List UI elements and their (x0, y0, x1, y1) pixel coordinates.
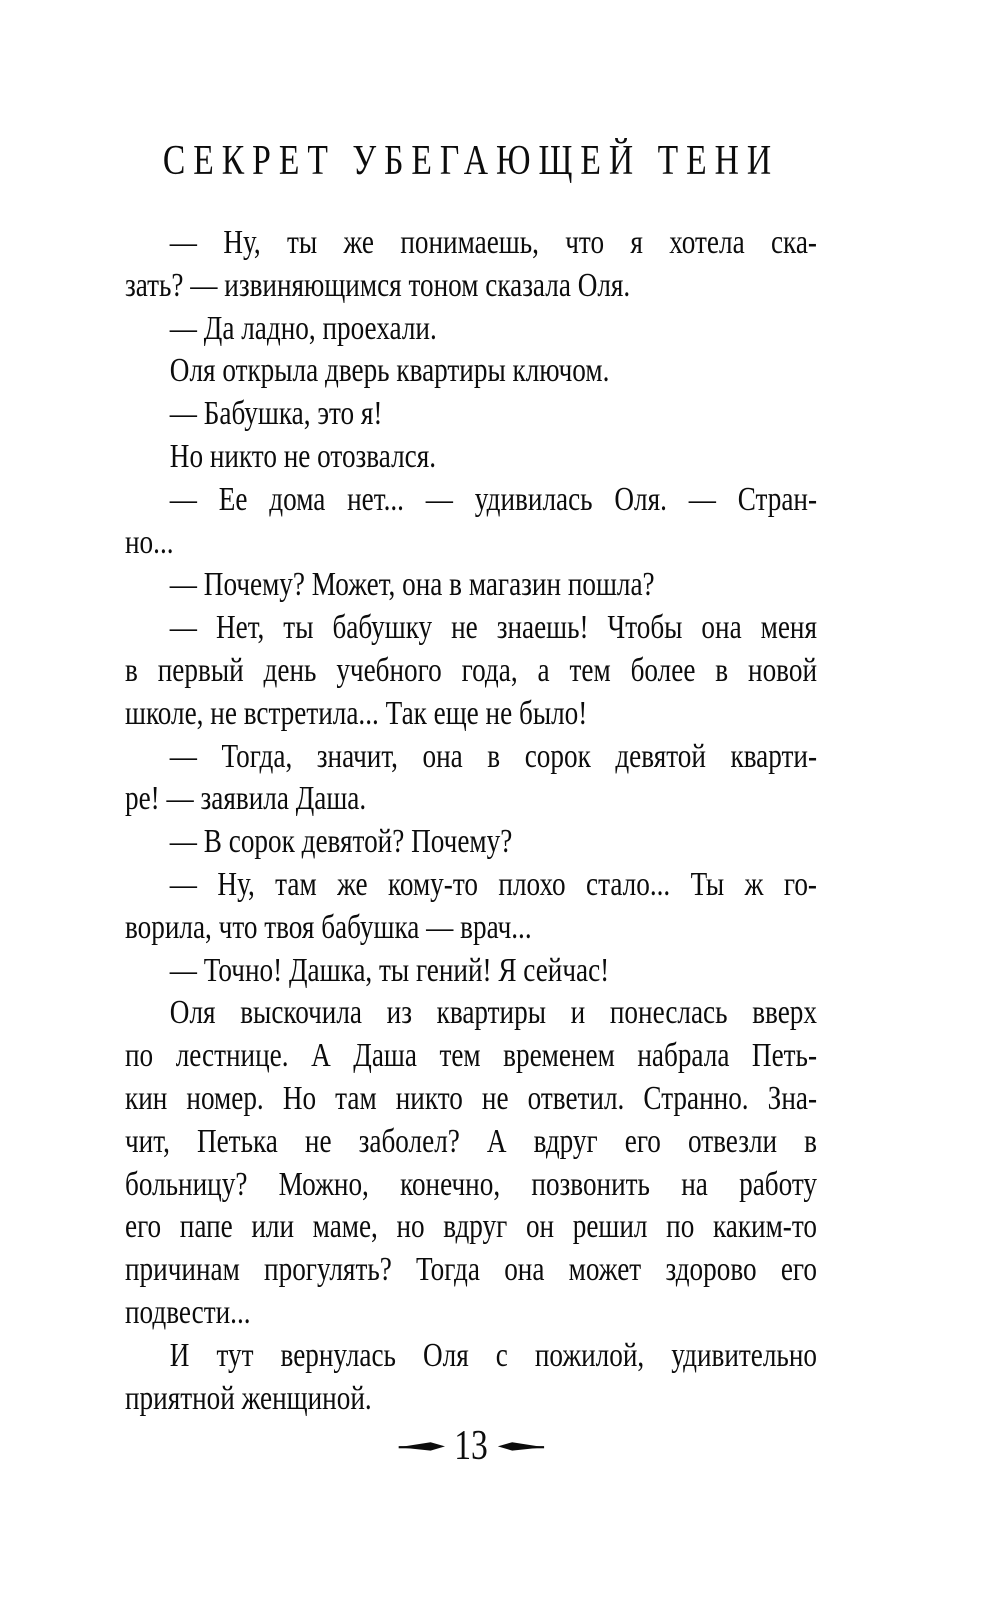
paragraph (125, 821, 817, 864)
page-number: 13 (454, 1423, 488, 1470)
text-line: Оля выскочила из квартиры и понеслась вверх (169, 994, 818, 1032)
text-line: — Тогда, значит, она в сорок девятой кварти- (169, 737, 818, 775)
text-line: — В сорок девятой? Почему? (169, 823, 513, 861)
text-line: — Да ладно, проехали. (169, 309, 437, 347)
text-line: ворила, что твоя бабушка — врач... (125, 908, 532, 946)
paragraph (125, 736, 817, 822)
folio-right-ornament-icon (497, 1440, 543, 1453)
text-column (125, 138, 817, 1468)
text-line: Оля открыла дверь квартиры ключом. (169, 352, 610, 390)
folio-left-ornament-icon (398, 1440, 444, 1453)
text-line: причинам прогулять? Тогда она может здорово его (125, 1251, 817, 1289)
text-line: его папе или маме, но вдруг он решил по каким-то (125, 1208, 817, 1246)
text-line: школе, не встретила... Так еще не было! (125, 694, 588, 732)
paragraph (125, 308, 817, 351)
text-line: И тут вернулась Оля с пожилой, удивительно (169, 1336, 818, 1374)
text-line: — Ну, ты же понимаешь, что я хотела ска- (169, 224, 818, 261)
text-line: но... (125, 523, 174, 561)
paragraph (125, 436, 817, 479)
text-line: по лестнице. А Даша тем временем набрала Петь- (125, 1037, 817, 1075)
paragraph (125, 479, 817, 565)
text-line: — Бабушка, это я! (169, 395, 383, 433)
paragraph (125, 350, 817, 393)
text-line: — Ее дома нет... — удивилась Оля. — Стран- (169, 480, 818, 518)
text-line: — Нет, ты бабушку не знаешь! Чтобы она меня (169, 609, 818, 647)
text-line: приятной женщиной. (125, 1379, 372, 1417)
page-footer (125, 1424, 817, 1468)
paragraph (125, 393, 817, 436)
text-line: кин номер. Но там никто не ответил. Странно. Зна- (125, 1079, 817, 1117)
text-line: — Точно! Дашка, ты гений! Я сейчас! (169, 951, 610, 989)
paragraph (125, 992, 817, 1334)
paragraph (125, 864, 817, 950)
text-line: больницу? Можно, конечно, позвонить на работу (125, 1165, 817, 1203)
paragraph (125, 564, 817, 607)
paragraph (125, 1335, 817, 1421)
text-line: — Почему? Может, она в магазин пошла? (169, 566, 655, 604)
paragraph (125, 950, 817, 993)
text-line: подвести... (125, 1293, 251, 1331)
paragraph (125, 607, 817, 735)
text-line: — Ну, там же кому-то плохо стало... Ты ж го- (169, 865, 818, 903)
paragraph (125, 222, 817, 308)
running-title: СЕКРЕТ УБЕГАЮЩЕЙ ТЕНИ (162, 138, 780, 184)
text-line: ре! — заявила Даша. (125, 780, 367, 818)
text-line: Но никто не отозвался. (169, 437, 437, 475)
text-line: в первый день учебного года, а тем более в новой (125, 651, 817, 689)
text-line: зать? — извиняющимся тоном сказала Оля. (125, 266, 631, 304)
text-line: чит, Петька не заболел? А вдруг его отвезли в (125, 1122, 817, 1160)
